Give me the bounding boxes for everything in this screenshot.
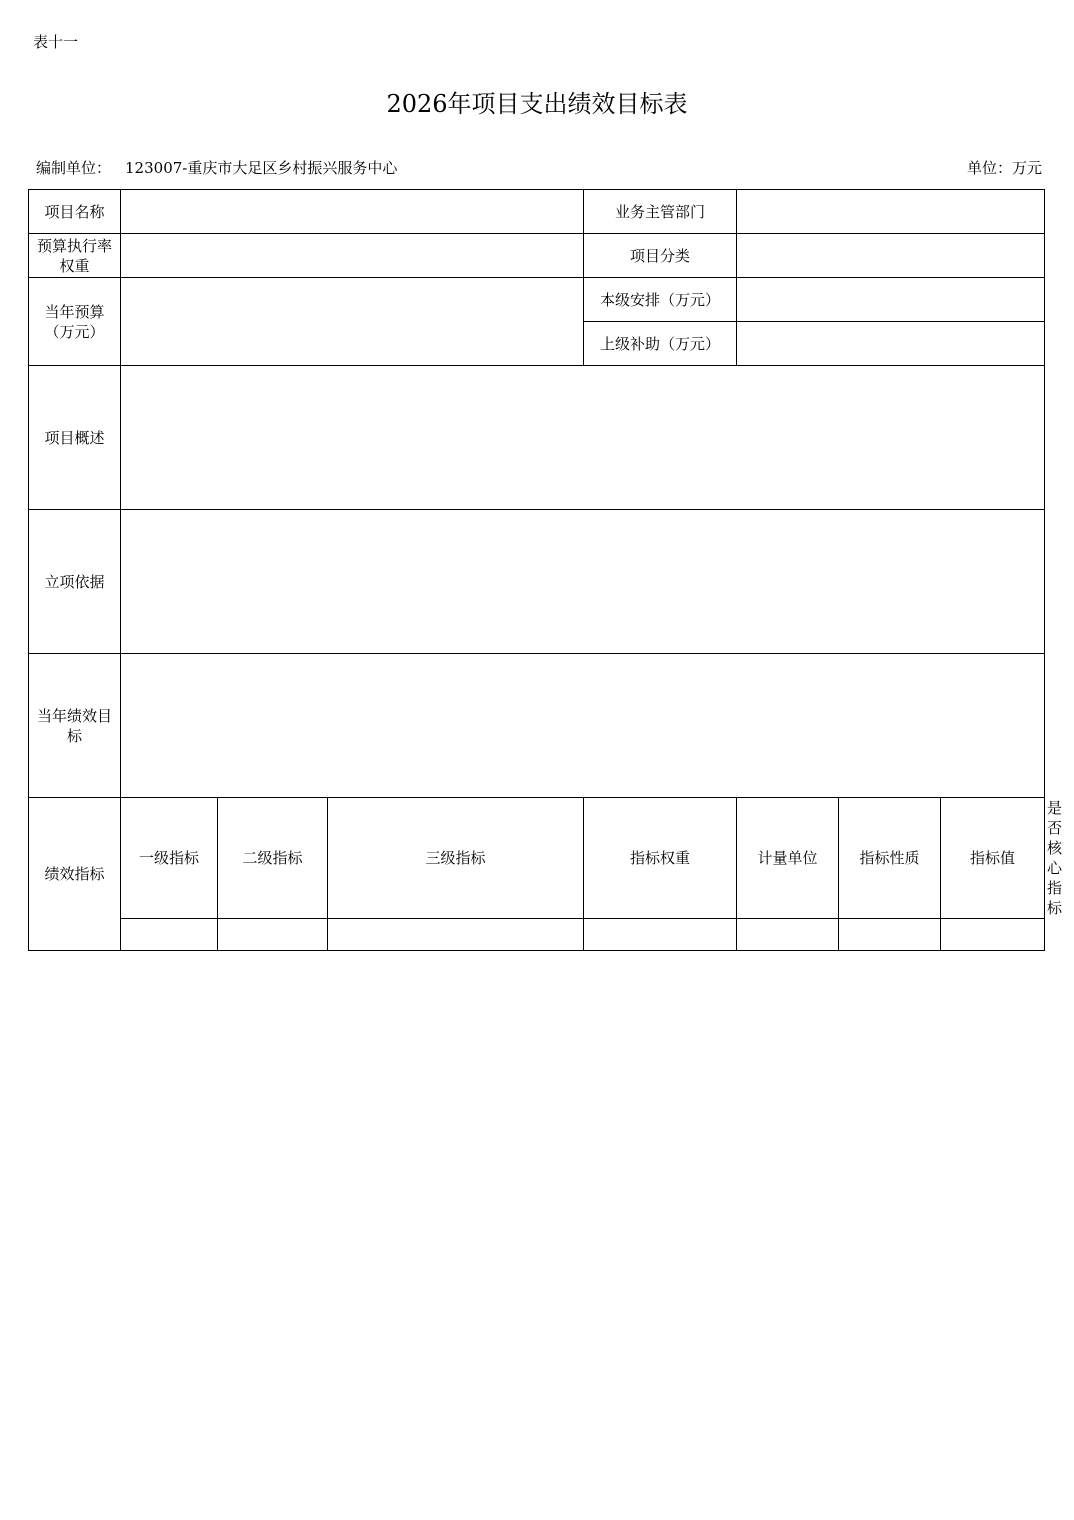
indicator-value-cell[interactable] <box>941 919 1045 951</box>
indicator-weight-cell[interactable] <box>584 919 737 951</box>
basis-value[interactable] <box>121 510 1045 654</box>
project-category-value[interactable] <box>737 234 1045 278</box>
project-overview-value[interactable] <box>121 366 1045 510</box>
row-annual-goal <box>29 654 1045 798</box>
exec-rate-weight-value[interactable] <box>121 234 584 278</box>
project-category-label: 项目分类 <box>584 234 737 278</box>
competent-dept-value[interactable] <box>737 190 1045 234</box>
local-arrangement-label: 本级安排（万元） <box>584 278 737 322</box>
row-local-arrangement <box>29 278 1045 322</box>
indicator-column-header: 指标值 <box>941 798 1045 919</box>
project-overview-label: 项目概述 <box>29 366 121 510</box>
row-indicator-values <box>29 919 1045 951</box>
indicator-column-header: 二级指标 <box>218 798 328 919</box>
indicator-unit-cell[interactable] <box>737 919 839 951</box>
annual-goal-value[interactable] <box>121 654 1045 798</box>
exec-rate-weight-label: 预算执行率权重 <box>29 234 121 278</box>
row-exec-rate <box>29 234 1045 278</box>
table-number: 表十一 <box>33 33 79 51</box>
row-project-overview <box>29 366 1045 510</box>
org-line <box>36 157 397 178</box>
indicator-column-header: 指标权重 <box>584 798 737 919</box>
competent-dept-label: 业务主管部门 <box>584 190 737 234</box>
indicator-column-header: 三级指标 <box>328 798 584 919</box>
org-value: 123007-重庆市大足区乡村振兴服务中心 <box>125 159 398 177</box>
indicator-level2-cell[interactable] <box>218 919 328 951</box>
indicator-nature-cell[interactable] <box>839 919 941 951</box>
annual-budget-value[interactable] <box>121 278 584 366</box>
indicator-column-header: 指标性质 <box>839 798 941 919</box>
superior-subsidy-label: 上级补助（万元） <box>584 322 737 366</box>
indicator-column-header: 计量单位 <box>737 798 839 919</box>
annual-goal-label: 当年绩效目标 <box>29 654 121 798</box>
indicator-level1-cell[interactable] <box>121 919 218 951</box>
row-indicator-headers: 绩效指标 一级指标 二级指标 三级指标 指标权重 计量单位 指标性质 指标值 是否核心指标 <box>29 798 1045 919</box>
basis-label: 立项依据 <box>29 510 121 654</box>
indicator-column-header: 一级指标 <box>121 798 218 919</box>
project-name-label: 项目名称 <box>29 190 121 234</box>
indicators-label: 绩效指标 <box>29 798 121 951</box>
local-arrangement-value[interactable] <box>737 278 1045 322</box>
page-title: 2026年项目支出绩效目标表 <box>386 90 688 118</box>
row-basis <box>29 510 1045 654</box>
project-name-value[interactable] <box>121 190 584 234</box>
annual-budget-label: 当年预算（万元） <box>29 278 121 366</box>
unit-label: 单位：万元 <box>966 159 1042 177</box>
performance-target-table <box>28 189 1063 951</box>
org-label: 编制单位： <box>36 159 112 177</box>
row-project-name <box>29 190 1045 234</box>
indicator-level3-cell[interactable] <box>328 919 584 951</box>
superior-subsidy-value[interactable] <box>737 322 1045 366</box>
